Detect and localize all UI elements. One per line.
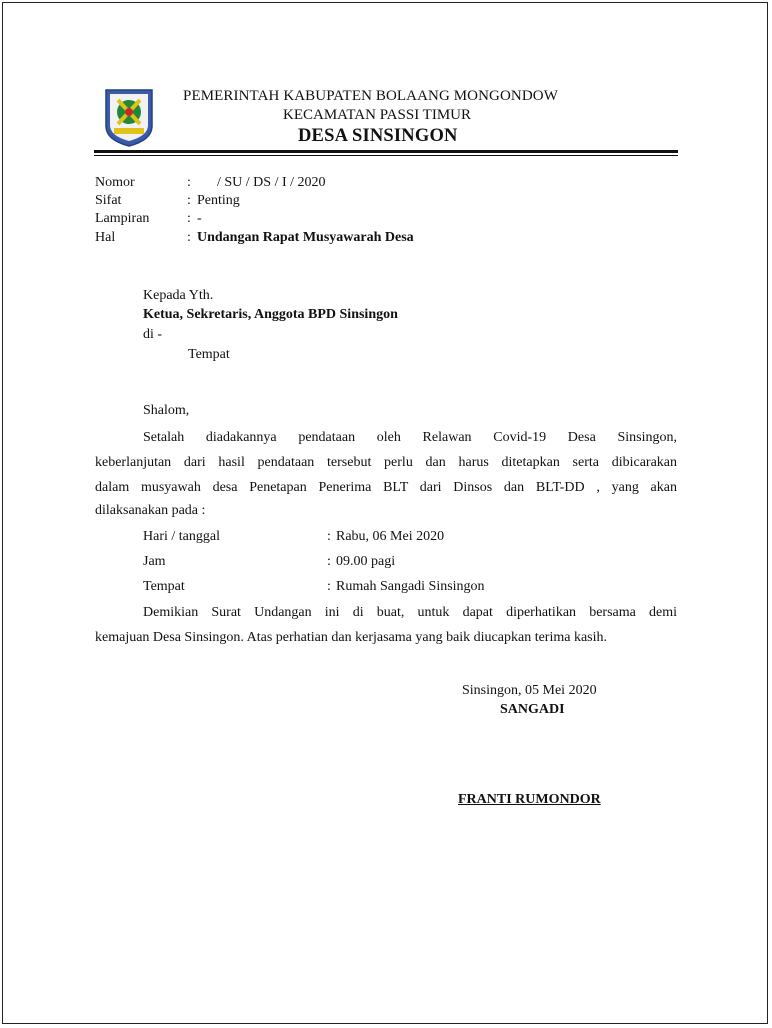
recipient-name: Ketua, Sekretaris, Anggota BPD Sinsingon (143, 307, 398, 322)
greeting: Shalom, (143, 403, 190, 418)
meta-sep: : (187, 211, 191, 226)
letterhead-divider-thick (94, 150, 678, 153)
meta-sep: : (187, 230, 191, 245)
recipient-di: di - (143, 327, 163, 342)
signature-place-date: Sinsingon, 05 Mei 2020 (462, 683, 597, 698)
regency-emblem-icon (104, 88, 154, 148)
schedule-label-place: Tempat (143, 579, 185, 594)
meta-value-lampiran: - (197, 211, 202, 226)
closing-line: kemajuan Desa Sinsingon. Atas perhatian dan kerjasama yang baik diucapkan terima kasih. (95, 630, 608, 645)
letterhead-government: PEMERINTAH KABUPATEN BOLAANG MONGONDOW (183, 88, 558, 104)
recipient-salutation: Kepada Yth. (143, 288, 214, 303)
letterhead-district: KECAMATAN PASSI TIMUR (283, 107, 472, 123)
letterhead-village: DESA SINSINGON (298, 126, 458, 146)
meta-sep: : (187, 193, 191, 208)
closing-line: Demikian Surat Undangan ini di buat, untuk dapat diperhatikan bersama demi (143, 605, 677, 620)
schedule-sep: : (327, 579, 331, 594)
schedule-value-time: 09.00 pagi (336, 554, 396, 569)
schedule-label-day: Hari / tanggal (143, 529, 220, 544)
recipient-place: Tempat (188, 347, 230, 362)
signature-title: SANGADI (500, 702, 565, 717)
schedule-value-day: Rabu, 06 Mei 2020 (336, 529, 445, 544)
schedule-label-time: Jam (143, 554, 166, 569)
body-line: keberlanjutan dari hasil pendataan tersebut perlu dan harus ditetapkan serta dibicarakan (95, 455, 677, 470)
meta-label-lampiran: Lampiran (95, 211, 150, 226)
body-line: dilaksanakan pada : (95, 503, 206, 518)
schedule-sep: : (327, 529, 331, 544)
meta-label-nomor: Nomor (95, 175, 135, 190)
schedule-sep: : (327, 554, 331, 569)
signature-name: FRANTI RUMONDOR (458, 792, 601, 807)
meta-value-hal: Undangan Rapat Musyawarah Desa (197, 230, 414, 245)
meta-value-nomor: / SU / DS / I / 2020 (203, 175, 326, 190)
schedule-value-place: Rumah Sangadi Sinsingon (336, 579, 485, 594)
body-line: Setalah diadakannya pendataan oleh Relawan Covid-19 Desa Sinsingon, (143, 430, 677, 445)
meta-label-hal: Hal (95, 230, 116, 245)
meta-sep: : (187, 175, 191, 190)
meta-label-sifat: Sifat (95, 193, 122, 208)
meta-value-sifat: Penting (197, 193, 240, 208)
letterhead-divider-thin (94, 155, 678, 156)
body-line: dalam musyawah desa Penetapan Penerima BLT dari Dinsos dan BLT-DD , yang akan (95, 480, 677, 495)
